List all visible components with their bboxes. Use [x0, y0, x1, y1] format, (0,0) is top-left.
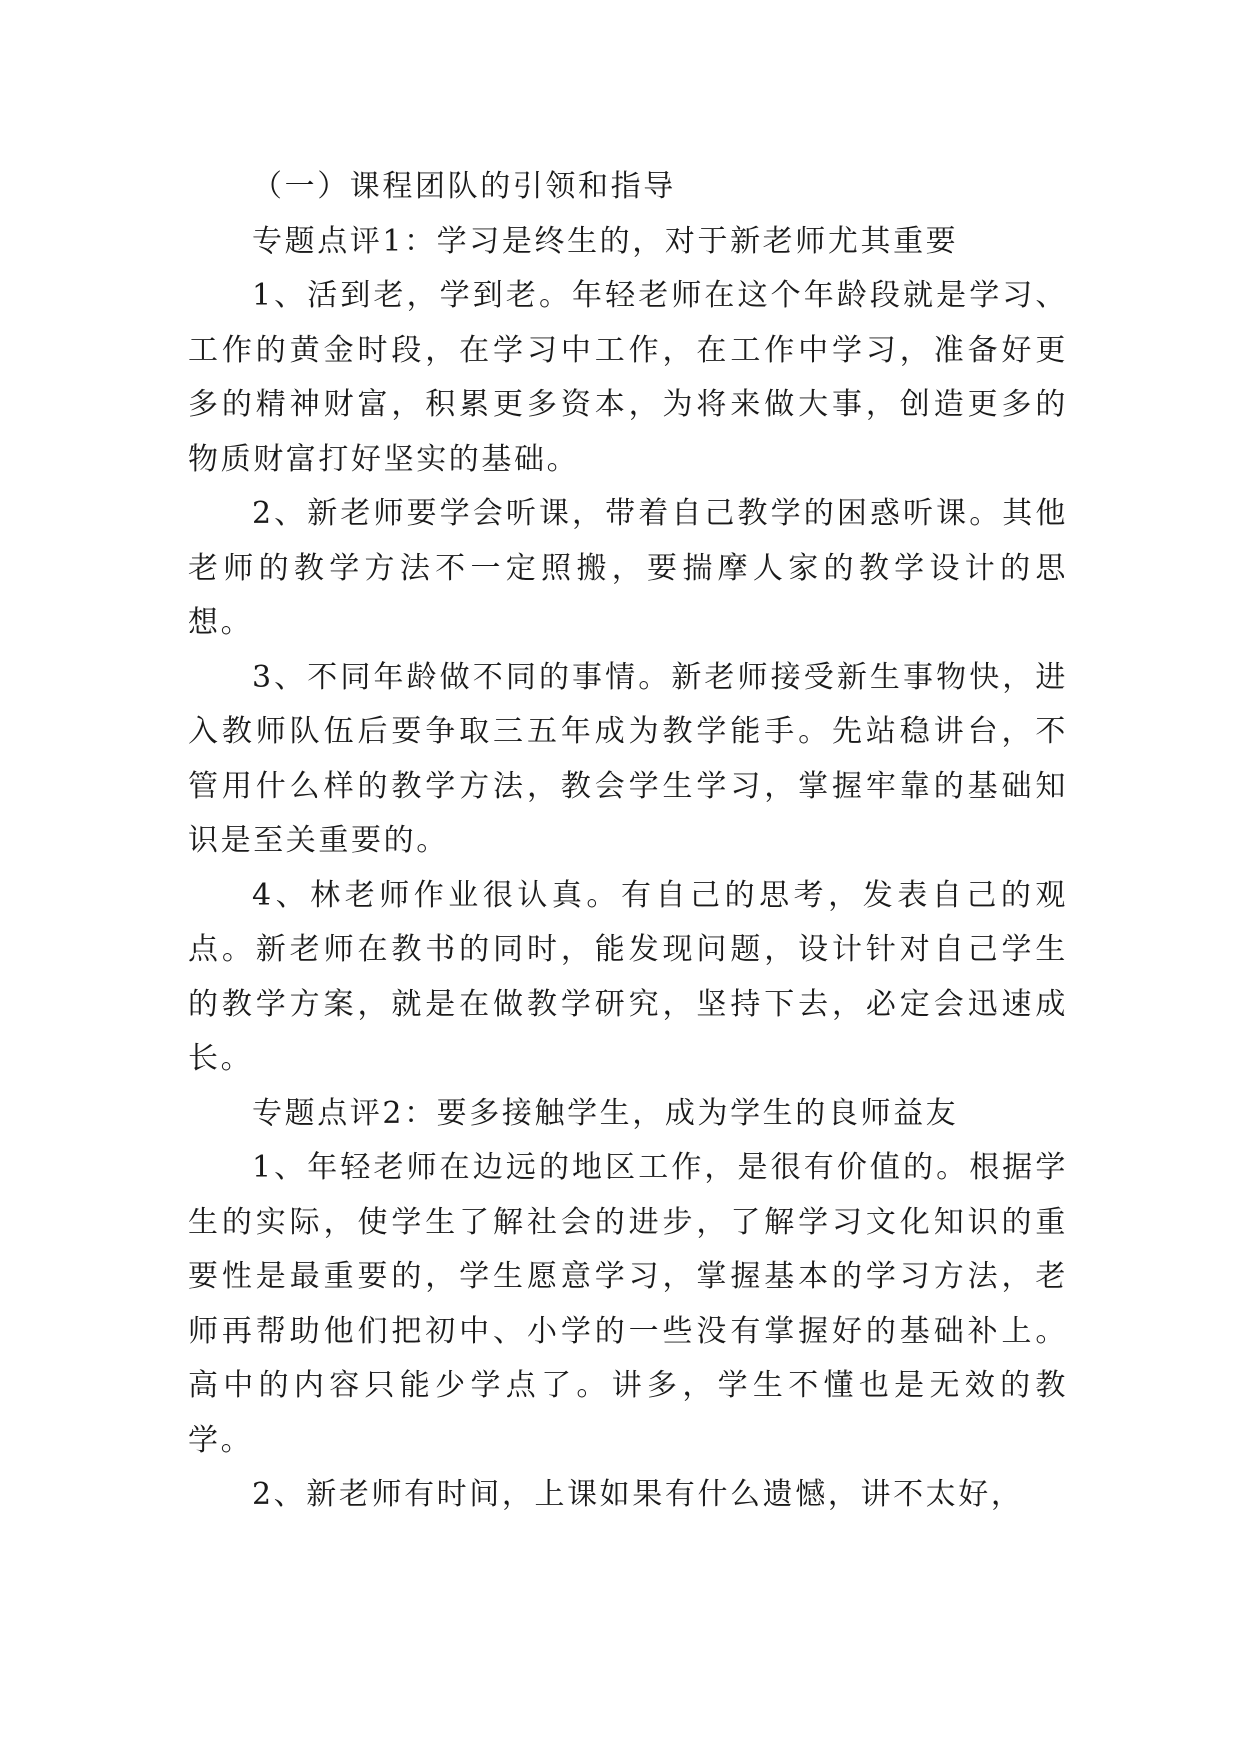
- paragraph: 3、不同年龄做不同的事情。新老师接受新生事物快，进入教师队伍后要争取三五年成为教学能手。先站稳讲台，不管用什么样的教学方法，教会学生学习，掌握牢靠的基础知识是至关重要的。: [188, 659, 1068, 858]
- document-body: [188, 160, 1068, 1523]
- paragraph: 2、新老师要学会听课，带着自己教学的困惑听课。其他老师的教学方法不一定照搬，要揣摩人家的教学设计的思想。: [188, 496, 1068, 640]
- paragraph: 4、林老师作业很认真。有自己的思考，发表自己的观点。新老师在教书的同时，能发现问题，设计针对自己学生的教学方案，就是在做教学研究，坚持下去，必定会迅速成长。: [188, 877, 1068, 1076]
- topic-comment-title: 专题点评2：要多接触学生，成为学生的良师益友: [252, 1095, 959, 1131]
- topic-comment-title: 专题点评1：学习是终生的，对于新老师尤其重要: [252, 223, 959, 259]
- section-heading: （一）课程团队的引领和指导: [252, 169, 676, 204]
- paragraph: 1、年轻老师在边远的地区工作，是很有价值的。根据学生的实际，使学生了解社会的进步，了解学习文化知识的重要性是最重要的，学生愿意学习，掌握基本的学习方法，老师再帮助他们把初中、小学的一些没有掌握好的基础补上。高中的内容只能少学点了。讲多，学生不懂也是无效的教学。: [188, 1150, 1068, 1458]
- paragraph: 1、活到老，学到老。年轻老师在这个年龄段就是学习、工作的黄金时段，在学习中工作，在工作中学习，准备好更多的精神财富，积累更多资本，为将来做大事，创造更多的物质财富打好坚实的基础。: [188, 278, 1068, 477]
- paragraph: 2、新老师有时间，上课如果有什么遗憾，讲不太好，: [252, 1477, 1024, 1512]
